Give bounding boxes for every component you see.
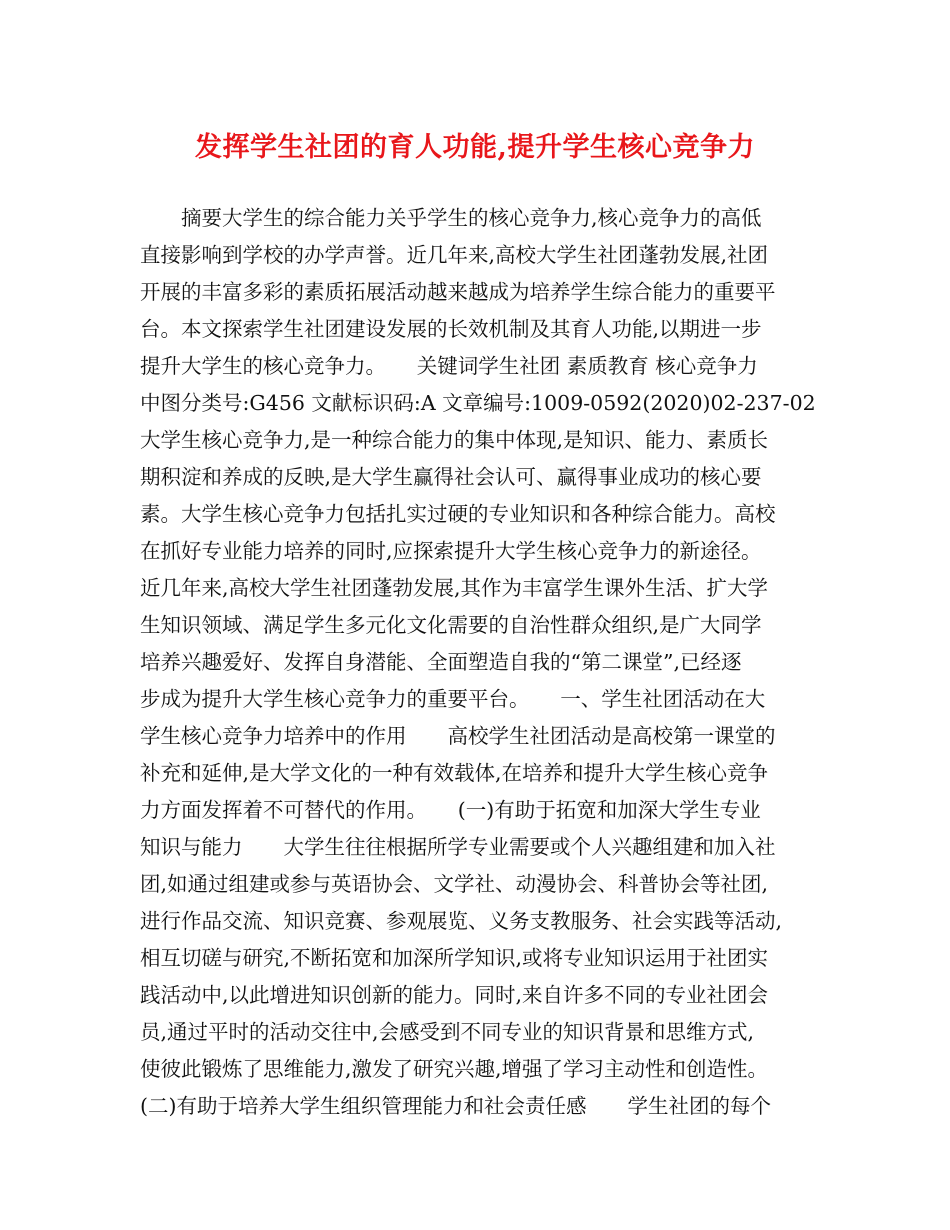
text-line: 在抓好专业能力培养的同时,应探索提升大学生核心竞争力的新途径。 [140, 539, 762, 563]
text-line: 员,通过平时的活动交往中,会感受到不同专业的知识背景和思维方式, [140, 1020, 755, 1044]
text-line: 近几年来,高校大学生社团蓬勃发展,其作为丰富学生课外生活、扩大学 [140, 576, 769, 600]
text-line: 素。大学生核心竞争力包括扎实过硬的专业知识和各种综合能力。高校 [140, 502, 776, 526]
text-line: 团,如通过组建或参与英语协会、文学社、动漫协会、科普协会等社团, [140, 872, 769, 896]
text-line: 补充和延伸,是大学文化的一种有效载体,在培养和提升大学生核心竞争 [140, 761, 769, 785]
text-line: 中图分类号:G456 文献标识码:A 文章编号:1009-0592(2020)02-237-02 [140, 391, 816, 415]
text-line: 相互切磋与研究,不断拓宽和加深所学知识,或将专业知识运用于社团实 [140, 946, 769, 970]
text-line: 力方面发挥着不可替代的作用。 (一)有助于拓宽和加深大学生专业 [140, 798, 761, 822]
body-text [140, 200, 820, 1125]
text-line: 知识与能力 大学生往往根据所学专业需要或个人兴趣组建和加入社 [140, 835, 776, 859]
text-line: 直接影响到学校的办学声誉。近几年来,高校大学生社团蓬勃发展,社团 [140, 243, 769, 267]
text-line: 步成为提升大学生核心竞争力的重要平台。 一、学生社团活动在大 [140, 687, 766, 711]
page-title: 发挥学生社团的育人功能,提升学生核心竞争力 [195, 132, 755, 163]
text-line: 提升大学生的核心竞争力。 关键词学生社团 素质教育 核心竞争力 [140, 354, 758, 378]
text-line: 摘要大学生的综合能力关乎学生的核心竞争力,核心竞争力的高低 [140, 206, 762, 230]
text-line: 培养兴趣爱好、发挥自身潜能、全面塑造自我的“第二课堂”,已经逐 [140, 650, 742, 674]
text-line: 大学生核心竞争力,是一种综合能力的集中体现,是知识、能力、素质长 [140, 428, 769, 452]
text-line: 进行作品交流、知识竞赛、参观展览、义务支教服务、社会实践等活动, [140, 909, 783, 933]
text-line: 践活动中,以此增进知识创新的能力。同时,来自许多不同的专业社团会 [140, 983, 769, 1007]
text-line: 使彼此锻炼了思维能力,激发了研究兴趣,增强了学习主动性和创造性。 [140, 1057, 769, 1081]
text-line: 期积淀和养成的反映,是大学生赢得社会认可、赢得事业成功的核心要 [140, 465, 762, 489]
text-line: 台。本文探索学生社团建设发展的长效机制及其育人功能,以期进一步 [140, 317, 762, 341]
text-line: 学生核心竞争力培养中的作用 高校学生社团活动是高校第一课堂的 [140, 724, 776, 748]
text-line: 生知识领域、满足学生多元化文化需要的自治性群众组织,是广大同学 [140, 613, 762, 637]
text-line: (二)有助于培养大学生组织管理能力和社会责任感 学生社团的每个 [140, 1094, 771, 1118]
text-line: 开展的丰富多彩的素质拓展活动越来越成为培养学生综合能力的重要平 [140, 280, 776, 304]
